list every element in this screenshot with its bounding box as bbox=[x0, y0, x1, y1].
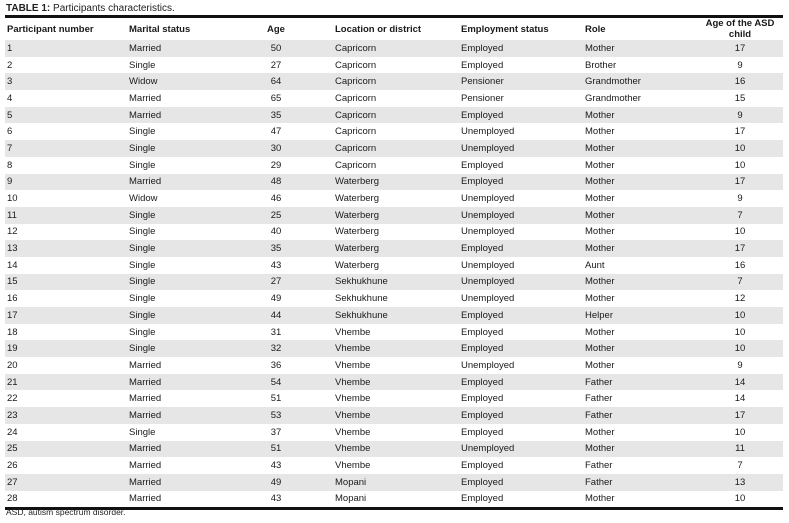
cell-asd-child-age: 10 bbox=[734, 226, 746, 238]
cell-employment-status: Employed bbox=[461, 460, 504, 472]
cell-marital-status: Single bbox=[129, 159, 156, 171]
cell-location: Waterberg bbox=[335, 209, 379, 221]
cell-employment-status: Employed bbox=[461, 493, 504, 505]
cell-role: Mother bbox=[585, 176, 615, 188]
cell-asd-child-age: 17 bbox=[734, 126, 746, 138]
cell-role: Grandmother bbox=[585, 76, 641, 88]
caption-text: Participants characteristics. bbox=[53, 3, 175, 14]
table-row bbox=[5, 441, 783, 458]
cell-age: 40 bbox=[270, 226, 282, 238]
cell-location: Waterberg bbox=[335, 176, 379, 188]
cell-asd-child-age: 11 bbox=[735, 443, 745, 455]
table-row bbox=[5, 257, 783, 274]
cell-employment-status: Employed bbox=[461, 476, 504, 488]
cell-marital-status: Single bbox=[129, 276, 156, 288]
cell-location: Vhembe bbox=[335, 460, 371, 472]
table-row bbox=[5, 90, 783, 107]
cell-age: 36 bbox=[270, 359, 282, 371]
cell-marital-status: Single bbox=[129, 293, 156, 305]
cell-employment-status: Employed bbox=[461, 176, 504, 188]
cell-participant-number: 25 bbox=[7, 443, 18, 455]
col-asd-child-age: Age of the ASD child bbox=[705, 18, 775, 40]
cell-employment-status: Unemployed bbox=[461, 126, 515, 138]
cell-age: 65 bbox=[270, 92, 282, 104]
cell-employment-status: Unemployed bbox=[461, 276, 515, 288]
cell-marital-status: Married bbox=[129, 92, 162, 104]
table-row bbox=[5, 190, 783, 207]
cell-marital-status: Single bbox=[129, 426, 156, 438]
cell-employment-status: Employed bbox=[461, 243, 504, 255]
cell-location: Vhembe bbox=[335, 426, 371, 438]
cell-age: 46 bbox=[270, 193, 282, 205]
cell-participant-number: 6 bbox=[7, 126, 13, 138]
cell-asd-child-age: 17 bbox=[734, 176, 746, 188]
table-body bbox=[5, 40, 783, 509]
cell-marital-status: Single bbox=[129, 126, 156, 138]
cell-marital-status: Single bbox=[129, 343, 156, 355]
cell-participant-number: 8 bbox=[7, 159, 13, 171]
cell-marital-status: Married bbox=[129, 409, 162, 421]
table-row bbox=[5, 324, 783, 341]
cell-marital-status: Married bbox=[129, 42, 162, 54]
cell-employment-status: Employed bbox=[461, 409, 504, 421]
cell-age: 32 bbox=[270, 343, 282, 355]
col-employment-status: Employment status bbox=[461, 23, 549, 35]
cell-participant-number: 5 bbox=[7, 109, 13, 121]
cell-asd-child-age: 17 bbox=[734, 409, 746, 421]
cell-participant-number: 20 bbox=[7, 359, 18, 371]
table-row bbox=[5, 357, 783, 374]
cell-employment-status: Employed bbox=[461, 426, 504, 438]
cell-role: Mother bbox=[585, 126, 615, 138]
cell-asd-child-age: 10 bbox=[734, 426, 746, 438]
cell-asd-child-age: 10 bbox=[734, 159, 746, 171]
cell-marital-status: Single bbox=[129, 142, 156, 154]
cell-participant-number: 13 bbox=[7, 243, 18, 255]
cell-age: 35 bbox=[270, 243, 282, 255]
cell-marital-status: Married bbox=[129, 493, 162, 505]
table-row bbox=[5, 290, 783, 307]
cell-age: 30 bbox=[270, 142, 282, 154]
cell-age: 54 bbox=[270, 376, 282, 388]
table-row bbox=[5, 240, 783, 257]
cell-marital-status: Single bbox=[129, 309, 156, 321]
cell-marital-status: Married bbox=[129, 393, 162, 405]
cell-participant-number: 19 bbox=[7, 343, 18, 355]
cell-role: Father bbox=[585, 376, 613, 388]
col-location: Location or district bbox=[335, 23, 422, 35]
cell-age: 48 bbox=[270, 176, 282, 188]
cell-asd-child-age: 16 bbox=[734, 76, 746, 88]
cell-asd-child-age: 7 bbox=[737, 209, 743, 221]
cell-age: 27 bbox=[270, 59, 282, 71]
table-row bbox=[5, 407, 783, 424]
cell-age: 49 bbox=[270, 293, 282, 305]
cell-age: 27 bbox=[270, 276, 282, 288]
cell-age: 29 bbox=[270, 159, 282, 171]
cell-age: 43 bbox=[270, 259, 282, 271]
cell-asd-child-age: 10 bbox=[734, 493, 746, 505]
table-header-row bbox=[5, 17, 783, 41]
table-caption bbox=[6, 3, 175, 14]
cell-age: 43 bbox=[270, 493, 282, 505]
cell-age: 49 bbox=[270, 476, 282, 488]
cell-marital-status: Single bbox=[129, 59, 156, 71]
col-age: Age bbox=[267, 23, 285, 35]
table-row bbox=[5, 307, 783, 324]
cell-location: Capricorn bbox=[335, 42, 377, 54]
cell-age: 43 bbox=[270, 460, 282, 472]
table-row bbox=[5, 224, 783, 241]
cell-employment-status: Employed bbox=[461, 309, 504, 321]
cell-asd-child-age: 10 bbox=[734, 142, 746, 154]
cell-asd-child-age: 16 bbox=[734, 259, 746, 271]
cell-role: Mother bbox=[585, 343, 615, 355]
cell-participant-number: 17 bbox=[7, 309, 18, 321]
cell-asd-child-age: 9 bbox=[737, 359, 743, 371]
cell-role: Mother bbox=[585, 276, 615, 288]
cell-participant-number: 28 bbox=[7, 493, 18, 505]
table-row bbox=[5, 123, 783, 140]
cell-age: 51 bbox=[270, 393, 282, 405]
cell-age: 31 bbox=[270, 326, 282, 338]
table-row bbox=[5, 390, 783, 407]
cell-marital-status: Married bbox=[129, 476, 162, 488]
participants-table bbox=[5, 15, 783, 510]
cell-role: Mother bbox=[585, 226, 615, 238]
cell-role: Helper bbox=[585, 309, 613, 321]
cell-participant-number: 14 bbox=[7, 259, 18, 271]
table-row bbox=[5, 457, 783, 474]
cell-asd-child-age: 7 bbox=[737, 276, 743, 288]
cell-participant-number: 23 bbox=[7, 409, 18, 421]
cell-asd-child-age: 9 bbox=[737, 109, 743, 121]
cell-marital-status: Single bbox=[129, 326, 156, 338]
cell-location: Vhembe bbox=[335, 376, 371, 388]
cell-employment-status: Employed bbox=[461, 109, 504, 121]
cell-participant-number: 16 bbox=[7, 293, 18, 305]
cell-participant-number: 3 bbox=[7, 76, 13, 88]
table-row bbox=[5, 157, 783, 174]
cell-employment-status: Employed bbox=[461, 59, 504, 71]
col-participant-number: Participant number bbox=[7, 23, 94, 35]
cell-location: Mopani bbox=[335, 493, 367, 505]
cell-participant-number: 26 bbox=[7, 460, 18, 472]
cell-asd-child-age: 10 bbox=[734, 343, 746, 355]
cell-role: Grandmother bbox=[585, 92, 641, 104]
cell-role: Mother bbox=[585, 142, 615, 154]
cell-role: Mother bbox=[585, 193, 615, 205]
cell-age: 50 bbox=[270, 42, 282, 54]
table-row bbox=[5, 374, 783, 391]
cell-location: Waterberg bbox=[335, 259, 379, 271]
cell-marital-status: Single bbox=[129, 259, 156, 271]
cell-location: Sekhukhune bbox=[335, 293, 388, 305]
cell-age: 35 bbox=[270, 109, 282, 121]
col-marital-status: Marital status bbox=[129, 23, 191, 35]
cell-employment-status: Unemployed bbox=[461, 359, 515, 371]
cell-employment-status: Employed bbox=[461, 159, 504, 171]
cell-location: Vhembe bbox=[335, 393, 371, 405]
cell-participant-number: 4 bbox=[7, 92, 13, 104]
cell-asd-child-age: 10 bbox=[734, 309, 746, 321]
cell-location: Vhembe bbox=[335, 359, 371, 371]
cell-location: Vhembe bbox=[335, 343, 371, 355]
cell-age: 37 bbox=[270, 426, 282, 438]
cell-asd-child-age: 13 bbox=[734, 476, 746, 488]
cell-location: Sekhukhune bbox=[335, 309, 388, 321]
cell-participant-number: 24 bbox=[7, 426, 18, 438]
caption-label: TABLE 1: bbox=[6, 3, 51, 14]
cell-location: Capricorn bbox=[335, 59, 377, 71]
cell-asd-child-age: 14 bbox=[734, 393, 746, 405]
cell-employment-status: Pensioner bbox=[461, 76, 504, 88]
cell-location: Vhembe bbox=[335, 443, 371, 455]
cell-employment-status: Employed bbox=[461, 393, 504, 405]
cell-location: Waterberg bbox=[335, 243, 379, 255]
cell-marital-status: Married bbox=[129, 376, 162, 388]
cell-participant-number: 9 bbox=[7, 176, 13, 188]
cell-participant-number: 21 bbox=[7, 376, 18, 388]
cell-employment-status: Unemployed bbox=[461, 142, 515, 154]
cell-participant-number: 15 bbox=[7, 276, 18, 288]
table-row bbox=[5, 207, 783, 224]
cell-employment-status: Pensioner bbox=[461, 92, 504, 104]
cell-participant-number: 7 bbox=[7, 142, 13, 154]
cell-marital-status: Single bbox=[129, 226, 156, 238]
cell-role: Mother bbox=[585, 493, 615, 505]
cell-participant-number: 18 bbox=[7, 326, 18, 338]
cell-role: Father bbox=[585, 460, 613, 472]
cell-location: Sekhukhune bbox=[335, 276, 388, 288]
cell-marital-status: Single bbox=[129, 243, 156, 255]
cell-location: Capricorn bbox=[335, 126, 377, 138]
cell-asd-child-age: 9 bbox=[737, 193, 743, 205]
cell-role: Mother bbox=[585, 42, 615, 54]
cell-participant-number: 2 bbox=[7, 59, 13, 71]
cell-location: Vhembe bbox=[335, 326, 371, 338]
cell-role: Mother bbox=[585, 109, 615, 121]
cell-role: Mother bbox=[585, 159, 615, 171]
cell-asd-child-age: 17 bbox=[734, 42, 746, 54]
table-row bbox=[5, 174, 783, 191]
cell-marital-status: Married bbox=[129, 443, 162, 455]
cell-location: Capricorn bbox=[335, 109, 377, 121]
cell-role: Mother bbox=[585, 359, 615, 371]
cell-asd-child-age: 14 bbox=[734, 376, 746, 388]
cell-asd-child-age: 15 bbox=[734, 92, 746, 104]
cell-participant-number: 22 bbox=[7, 393, 18, 405]
cell-role: Father bbox=[585, 409, 613, 421]
cell-location: Waterberg bbox=[335, 226, 379, 238]
cell-location: Capricorn bbox=[335, 142, 377, 154]
cell-employment-status: Unemployed bbox=[461, 209, 515, 221]
cell-role: Brother bbox=[585, 59, 617, 71]
cell-role: Mother bbox=[585, 209, 615, 221]
cell-age: 53 bbox=[270, 409, 282, 421]
cell-location: Capricorn bbox=[335, 76, 377, 88]
cell-age: 51 bbox=[270, 443, 282, 455]
cell-employment-status: Unemployed bbox=[461, 293, 515, 305]
cell-location: Capricorn bbox=[335, 159, 377, 171]
cell-employment-status: Employed bbox=[461, 343, 504, 355]
cell-age: 64 bbox=[270, 76, 282, 88]
cell-participant-number: 1 bbox=[7, 42, 13, 54]
cell-role: Mother bbox=[585, 443, 615, 455]
cell-asd-child-age: 7 bbox=[737, 460, 743, 472]
cell-asd-child-age: 12 bbox=[734, 293, 746, 305]
cell-asd-child-age: 10 bbox=[734, 326, 746, 338]
cell-role: Mother bbox=[585, 293, 615, 305]
table-row bbox=[5, 107, 783, 124]
cell-marital-status: Married bbox=[129, 176, 162, 188]
cell-employment-status: Employed bbox=[461, 376, 504, 388]
table-row bbox=[5, 424, 783, 441]
cell-employment-status: Employed bbox=[461, 42, 504, 54]
cell-location: Vhembe bbox=[335, 409, 371, 421]
cell-location: Mopani bbox=[335, 476, 367, 488]
cell-role: Father bbox=[585, 393, 613, 405]
cell-location: Waterberg bbox=[335, 193, 379, 205]
cell-role: Father bbox=[585, 476, 613, 488]
cell-employment-status: Unemployed bbox=[461, 259, 515, 271]
cell-role: Mother bbox=[585, 243, 615, 255]
cell-participant-number: 11 bbox=[7, 209, 17, 221]
cell-asd-child-age: 9 bbox=[737, 59, 743, 71]
cell-marital-status: Married bbox=[129, 359, 162, 371]
cell-employment-status: Unemployed bbox=[461, 443, 515, 455]
cell-age: 25 bbox=[270, 209, 282, 221]
col-role: Role bbox=[585, 23, 606, 35]
cell-marital-status: Widow bbox=[129, 76, 158, 88]
cell-age: 44 bbox=[270, 309, 282, 321]
cell-employment-status: Unemployed bbox=[461, 226, 515, 238]
table-row bbox=[5, 274, 783, 291]
cell-marital-status: Widow bbox=[129, 193, 158, 205]
table-footnote: ASD, autism spectrum disorder. bbox=[6, 507, 126, 517]
table-row bbox=[5, 73, 783, 90]
cell-asd-child-age: 17 bbox=[734, 243, 746, 255]
table-row bbox=[5, 40, 783, 57]
cell-marital-status: Married bbox=[129, 460, 162, 472]
table-row bbox=[5, 340, 783, 357]
cell-participant-number: 12 bbox=[7, 226, 18, 238]
cell-participant-number: 27 bbox=[7, 476, 18, 488]
table-row bbox=[5, 57, 783, 74]
cell-role: Mother bbox=[585, 326, 615, 338]
cell-participant-number: 10 bbox=[7, 193, 18, 205]
table-row bbox=[5, 140, 783, 157]
cell-marital-status: Married bbox=[129, 109, 162, 121]
table-row bbox=[5, 474, 783, 491]
cell-employment-status: Employed bbox=[461, 326, 504, 338]
cell-role: Aunt bbox=[585, 259, 605, 271]
cell-location: Capricorn bbox=[335, 92, 377, 104]
cell-role: Mother bbox=[585, 426, 615, 438]
cell-age: 47 bbox=[270, 126, 282, 138]
cell-employment-status: Unemployed bbox=[461, 193, 515, 205]
cell-marital-status: Single bbox=[129, 209, 156, 221]
